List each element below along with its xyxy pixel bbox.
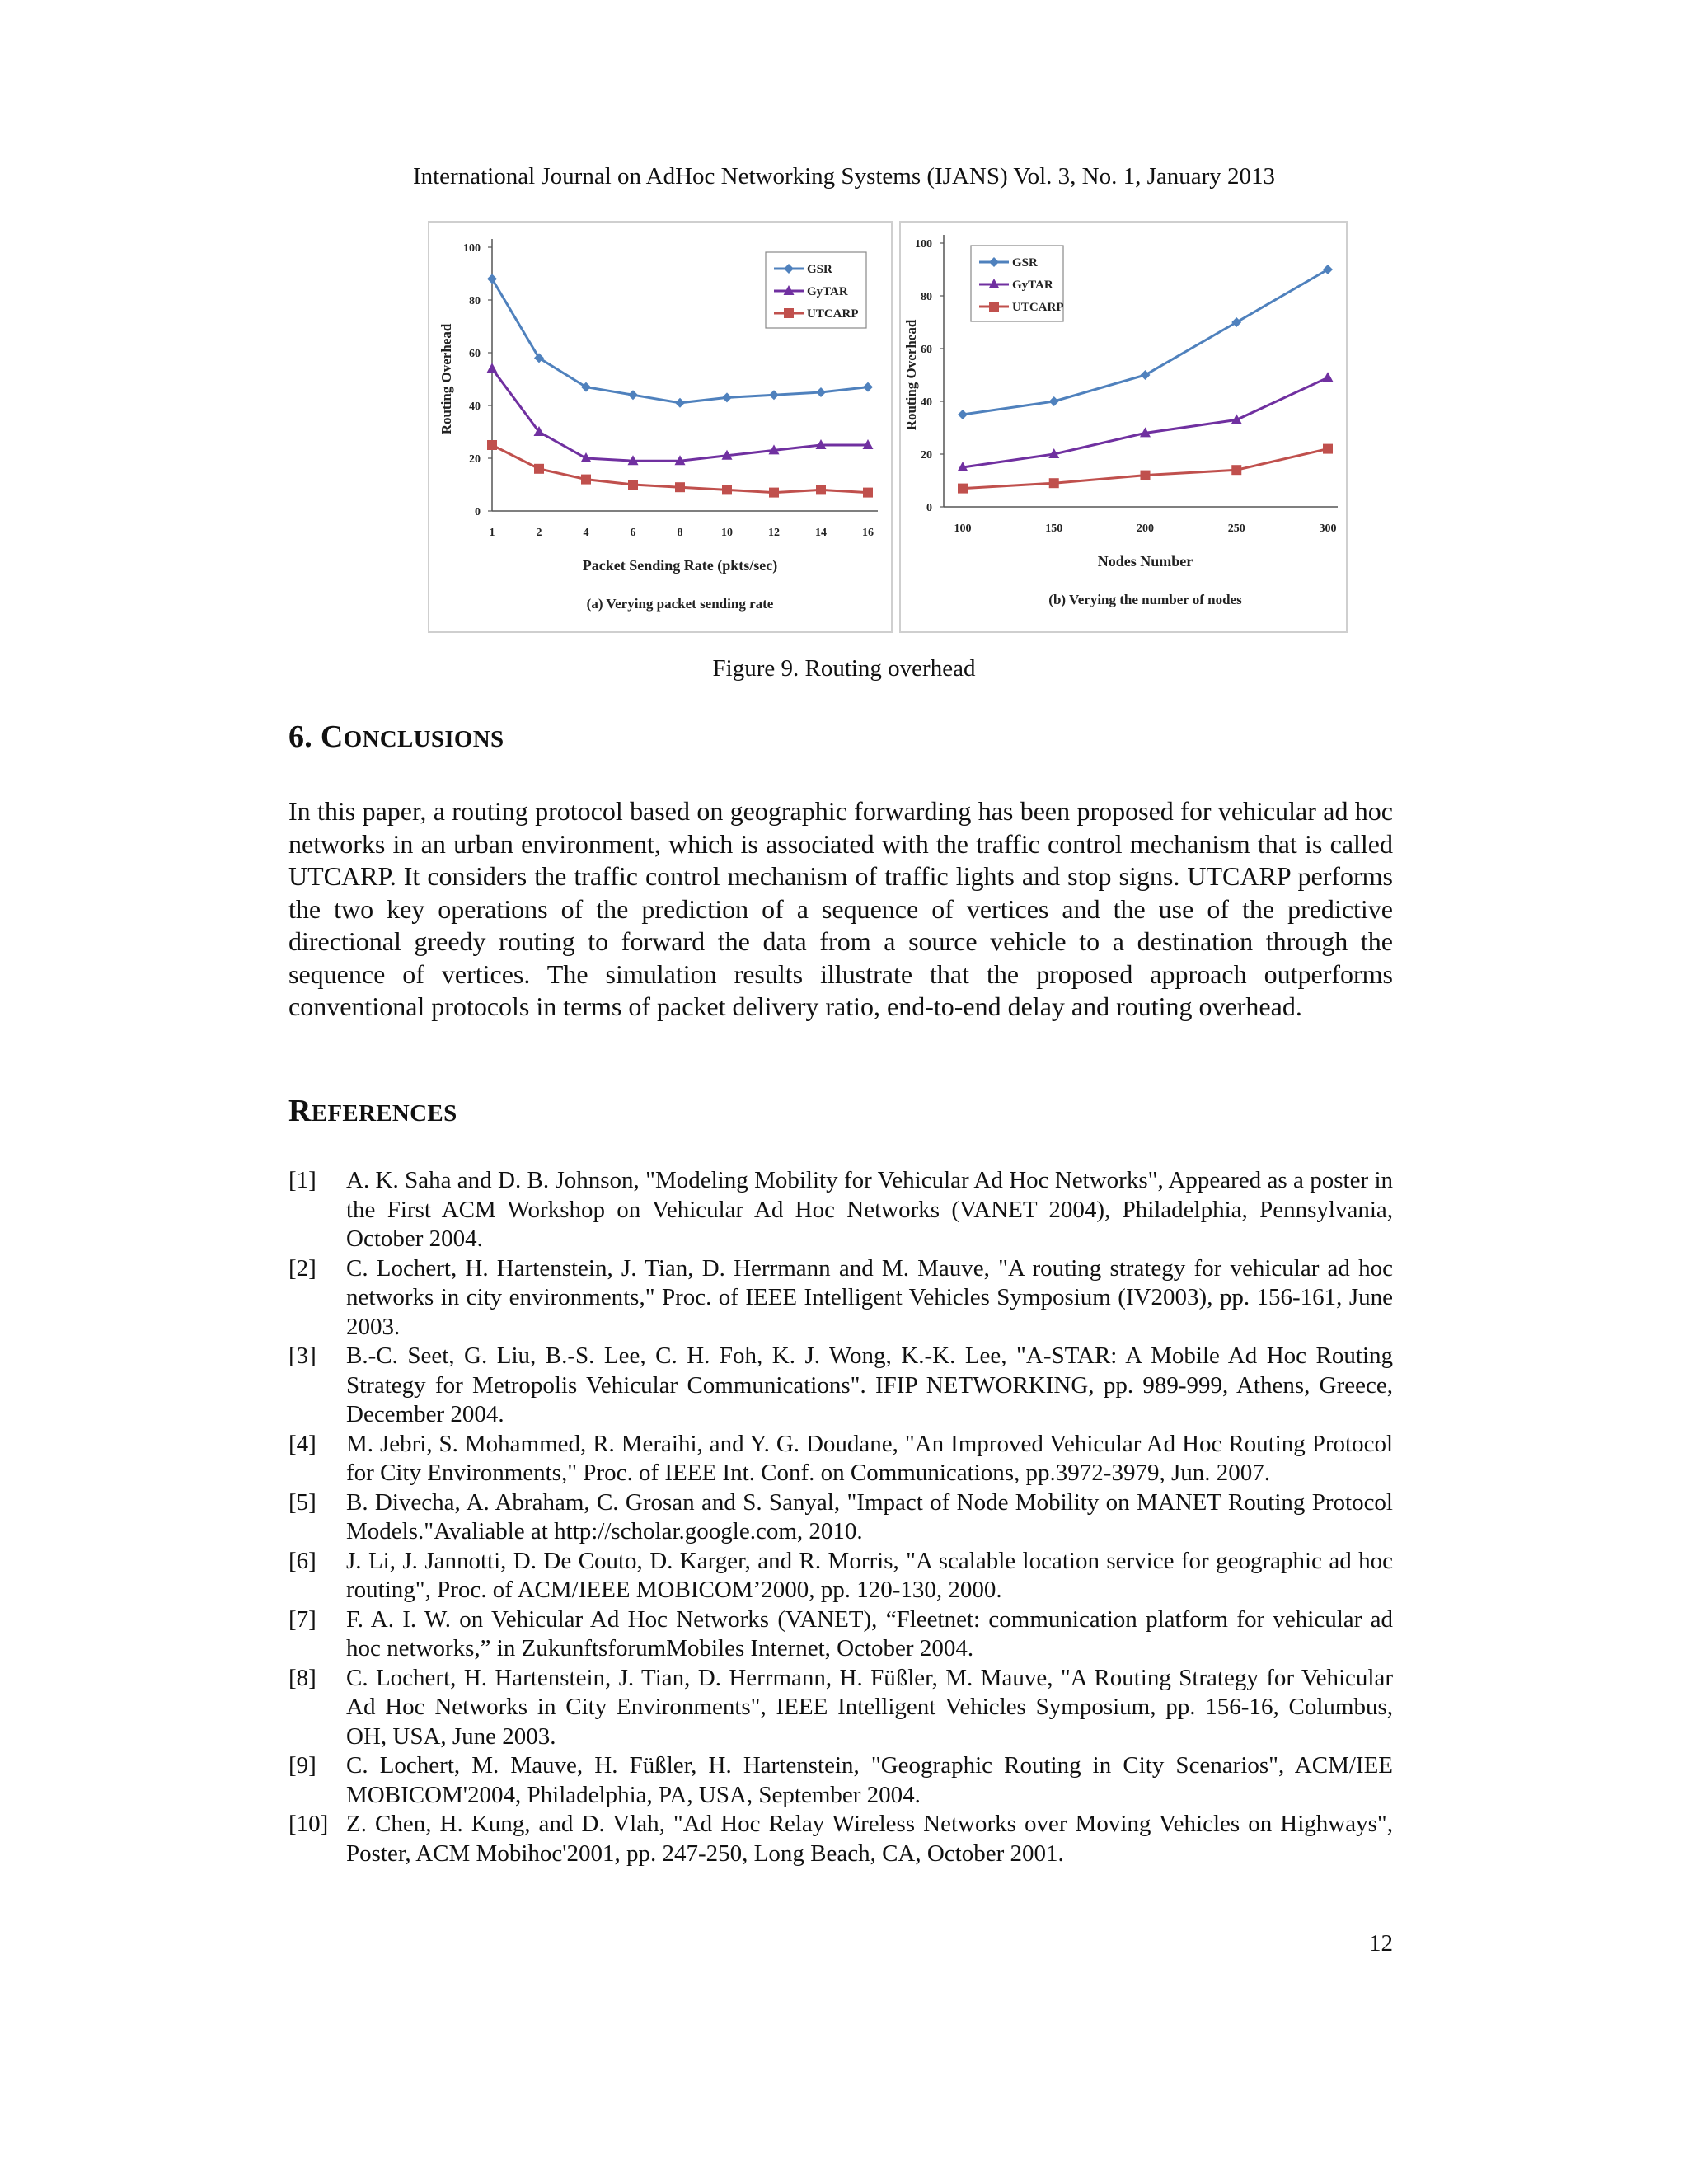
chart-a-y-tick-label: 100 xyxy=(463,242,481,255)
chart-a-point-utcarp xyxy=(487,440,497,450)
chart-a-x-tick-label: 6 xyxy=(630,527,636,539)
reference-item xyxy=(288,1430,1393,1488)
chart-b-y-tick-label: 60 xyxy=(921,344,932,356)
reference-item xyxy=(288,1254,1393,1343)
reference-item xyxy=(288,1810,1393,1868)
reference-number: [4] xyxy=(288,1430,316,1457)
chart-b-y-tick-label: 100 xyxy=(915,238,932,251)
chart-a-y-tick-label: 60 xyxy=(469,348,481,360)
reference-text: C. Lochert, M. Mauve, H. Füßler, H. Hartenstein, "Geographic Routing in City Scenarios", ACM/IEE MOBICOM'2004, Philadelphia, PA, USA, September 2004. xyxy=(346,1752,1393,1808)
chart-a-y-tick-label: 0 xyxy=(475,506,481,518)
figure-caption: Figure 9. Routing overhead xyxy=(712,655,976,682)
chart-a xyxy=(429,223,891,631)
chart-b-y-axis-label: Routing Overhead xyxy=(903,319,919,431)
chart-a-legend-label-gytar: GyTAR xyxy=(807,285,848,298)
chart-a-y-tick-label: 20 xyxy=(469,453,481,466)
chart-a-legend-marker-utcarp xyxy=(784,308,794,318)
conclusions-initial: C xyxy=(320,719,344,754)
reference-text: C. Lochert, H. Hartenstein, J. Tian, D. Herrmann, H. Füßler, M. Mauve, "A Routing Strategy for Vehicular Ad Hoc Networks in City Environments", IEEE Intelligent Vehicles Symposium, pp. 156-16, Columbus, OH, USA, June 2003. xyxy=(346,1664,1393,1750)
chart-b-subtitle: (b) Verying the number of nodes xyxy=(1048,592,1242,607)
chart-b-legend-marker-utcarp xyxy=(989,302,999,312)
chart-b xyxy=(901,223,1346,631)
chart-b-point-utcarp xyxy=(1049,478,1059,488)
conclusions-heading xyxy=(288,719,504,755)
chart-a-legend-label-utcarp: UTCARP xyxy=(807,307,859,321)
chart-b-point-gsr xyxy=(1231,317,1241,327)
reference-text: B. Divecha, A. Abraham, C. Grosan and S. Sanyal, "Impact of Node Mobility on MANET Routing Protocol Models."Avaliable at http://scholar.google.com, 2010. xyxy=(346,1488,1393,1544)
chart-b-y-tick-label: 20 xyxy=(921,449,932,462)
chart-b-point-gsr xyxy=(1049,396,1059,406)
chart-a-point-gsr xyxy=(628,390,638,400)
chart-b-series-line-gytar xyxy=(963,377,1328,467)
reference-text: A. K. Saha and D. B. Johnson, "Modeling Mobility for Vehicular Ad Hoc Networks", Appeared as a poster in the First ACM Workshop on Vehicular Ad Hoc Networks (VANET 2004), Philadelphia, Pennsylvania, October 2004. xyxy=(346,1167,1393,1252)
reference-text: F. A. I. W. on Vehicular Ad Hoc Networks (VANET), “Fleetnet: communication platform for vehicular ad hoc networks,” in ZukunftsforumMobiles Internet, October 2004. xyxy=(346,1605,1393,1661)
reference-item xyxy=(288,1751,1393,1810)
chart-b-legend-label-gsr: GSR xyxy=(1012,256,1038,269)
chart-a-y-tick-label: 40 xyxy=(469,401,481,413)
chart-b-y-tick-label: 0 xyxy=(926,502,932,514)
chart-a-x-tick-label: 12 xyxy=(768,527,780,539)
reference-text: B.-C. Seet, G. Liu, B.-S. Lee, C. H. Foh, K. J. Wong, K.-K. Lee, "A-STAR: A Mobile Ad Hoc Routing Strategy for Metropolis Vehicular Communications". IFIP NETWORKING, pp. 989-999, Athens, Greece, December 2004. xyxy=(346,1343,1393,1427)
chart-a-subtitle: (a) Verying packet sending rate xyxy=(586,596,774,612)
chart-b-point-gsr xyxy=(958,410,968,419)
chart-b-point-gsr xyxy=(1323,265,1333,274)
chart-b-x-tick-label: 200 xyxy=(1137,523,1154,535)
chart-b-y-tick-label: 80 xyxy=(921,291,932,303)
references-heading xyxy=(288,1093,457,1129)
chart-b-x-tick-label: 250 xyxy=(1227,523,1245,535)
conclusions-number: 6. xyxy=(288,719,313,754)
chart-a-point-utcarp xyxy=(534,464,544,474)
running-header: International Journal on AdHoc Networking Systems (IJANS) Vol. 3, No. 1, January 2013 xyxy=(412,163,1276,190)
reference-number: [7] xyxy=(288,1605,316,1633)
chart-a-point-gsr xyxy=(675,398,685,408)
chart-b-legend-label-gytar: GyTAR xyxy=(1012,279,1053,292)
references-initial: R xyxy=(288,1094,312,1128)
chart-b-x-axis-label: Nodes Number xyxy=(1097,553,1193,569)
references-title-rest: EFERENCES xyxy=(311,1100,457,1127)
reference-number: [9] xyxy=(288,1752,316,1779)
chart-a-x-tick-label: 10 xyxy=(721,527,733,539)
reference-number: [2] xyxy=(288,1254,316,1282)
chart-b-point-gsr xyxy=(1141,370,1151,380)
chart-a-x-tick-label: 4 xyxy=(583,527,589,539)
chart-a-point-utcarp xyxy=(769,488,779,498)
chart-a-point-utcarp xyxy=(581,475,591,485)
reference-number: [8] xyxy=(288,1664,316,1691)
conclusions-title-rest: ONCLUSIONS xyxy=(343,726,504,752)
reference-item xyxy=(288,1547,1393,1605)
chart-a-x-axis-label: Packet Sending Rate (pkts/sec) xyxy=(582,557,778,574)
chart-b-point-utcarp xyxy=(1231,465,1241,475)
chart-a-x-tick-label: 2 xyxy=(536,527,542,539)
chart-a-point-gsr xyxy=(722,392,732,402)
chart-a-point-utcarp xyxy=(675,482,685,492)
reference-number: [6] xyxy=(288,1547,316,1574)
chart-b-point-gytar xyxy=(1323,372,1334,382)
reference-text: Z. Chen, H. Kung, and D. Vlah, "Ad Hoc Relay Wireless Networks over Moving Vehicles on Highways", Poster, ACM Mobihoc'2001, pp. 247-250, Long Beach, CA, October 2001. xyxy=(346,1811,1393,1867)
chart-a-x-tick-label: 14 xyxy=(815,527,827,539)
chart-a-point-utcarp xyxy=(722,485,732,494)
reference-item xyxy=(288,1166,1393,1254)
chart-a-x-tick-label: 16 xyxy=(862,527,874,539)
chart-a-y-axis-label: Routing Overhead xyxy=(438,323,454,435)
chart-a-point-utcarp xyxy=(863,488,873,498)
chart-b-y-tick-label: 40 xyxy=(921,396,932,409)
chart-a-x-tick-label: 1 xyxy=(489,527,495,539)
reference-number: [1] xyxy=(288,1167,316,1193)
reference-item xyxy=(288,1342,1393,1430)
conclusions-paragraph: In this paper, a routing protocol based on geographic forwarding has been proposed for vehicular ad hoc networks in an urban environment, which is associated with the traffic control mechanism that is called UTCARP. It considers the traffic control mechanism of traffic lights and stop signs. UTCARP performs the two key operations of the prediction of a sequence of vertices and the use of the predictive directional greedy routing to forward the data from a source vehicle to a destination through the sequence of vertices. The simulation results illustrate that the proposed approach outperforms conventional protocols in terms of packet delivery ratio, end-to-end delay and routing overhead. xyxy=(288,796,1393,1021)
reference-number: [3] xyxy=(288,1343,316,1369)
chart-b-point-utcarp xyxy=(1323,444,1333,454)
reference-list xyxy=(288,1166,1393,1868)
chart-a-point-gsr xyxy=(769,390,779,400)
chart-b-point-utcarp xyxy=(1141,471,1151,480)
reference-text: C. Lochert, H. Hartenstein, J. Tian, D. Herrmann and M. Mauve, "A routing strategy for vehicular ad hoc networks in city environments," Proc. of IEEE Intelligent Vehicles Symposium (IV2003), pp. 156-161, June 2003. xyxy=(346,1254,1393,1340)
chart-a-point-utcarp xyxy=(816,485,826,494)
reference-item xyxy=(288,1664,1393,1752)
reference-item xyxy=(288,1605,1393,1664)
chart-a-series-line-gytar xyxy=(492,368,868,461)
chart-b-point-utcarp xyxy=(958,484,968,494)
chart-a-point-gsr xyxy=(816,387,826,397)
reference-number: [10] xyxy=(288,1811,329,1837)
chart-a-point-gsr xyxy=(863,382,873,392)
chart-b-x-tick-label: 300 xyxy=(1319,523,1337,535)
chart-b-x-tick-label: 150 xyxy=(1045,523,1063,535)
reference-text: M. Jebri, S. Mohammed, R. Meraihi, and Y. G. Doudane, "An Improved Vehicular Ad Hoc Routing Protocol for City Environments," Proc. of IEEE Int. Conf. on Communications, pp.3972-3979, Jun. 2007. xyxy=(346,1430,1393,1486)
reference-item xyxy=(288,1488,1393,1547)
chart-a-legend-label-gsr: GSR xyxy=(807,263,832,276)
chart-b-series-line-utcarp xyxy=(963,449,1328,489)
chart-a-point-utcarp xyxy=(628,480,638,490)
chart-a-frame xyxy=(428,221,893,633)
chart-b-legend-label-utcarp: UTCARP xyxy=(1012,301,1064,314)
chart-b-frame xyxy=(899,221,1348,633)
reference-text: J. Li, J. Jannotti, D. De Couto, D. Karger, and R. Morris, "A scalable location service for geographic ad hoc routing", Proc. of ACM/IEEE MOBICOM’2000, pp. 120-130, 2000. xyxy=(346,1547,1393,1603)
chart-a-x-tick-label: 8 xyxy=(677,527,683,539)
page-number: 12 xyxy=(1369,1930,1393,1957)
reference-number: [5] xyxy=(288,1488,316,1516)
chart-a-point-gytar xyxy=(487,363,498,373)
chart-a-y-tick-label: 80 xyxy=(469,295,481,307)
chart-b-x-tick-label: 100 xyxy=(954,523,972,535)
